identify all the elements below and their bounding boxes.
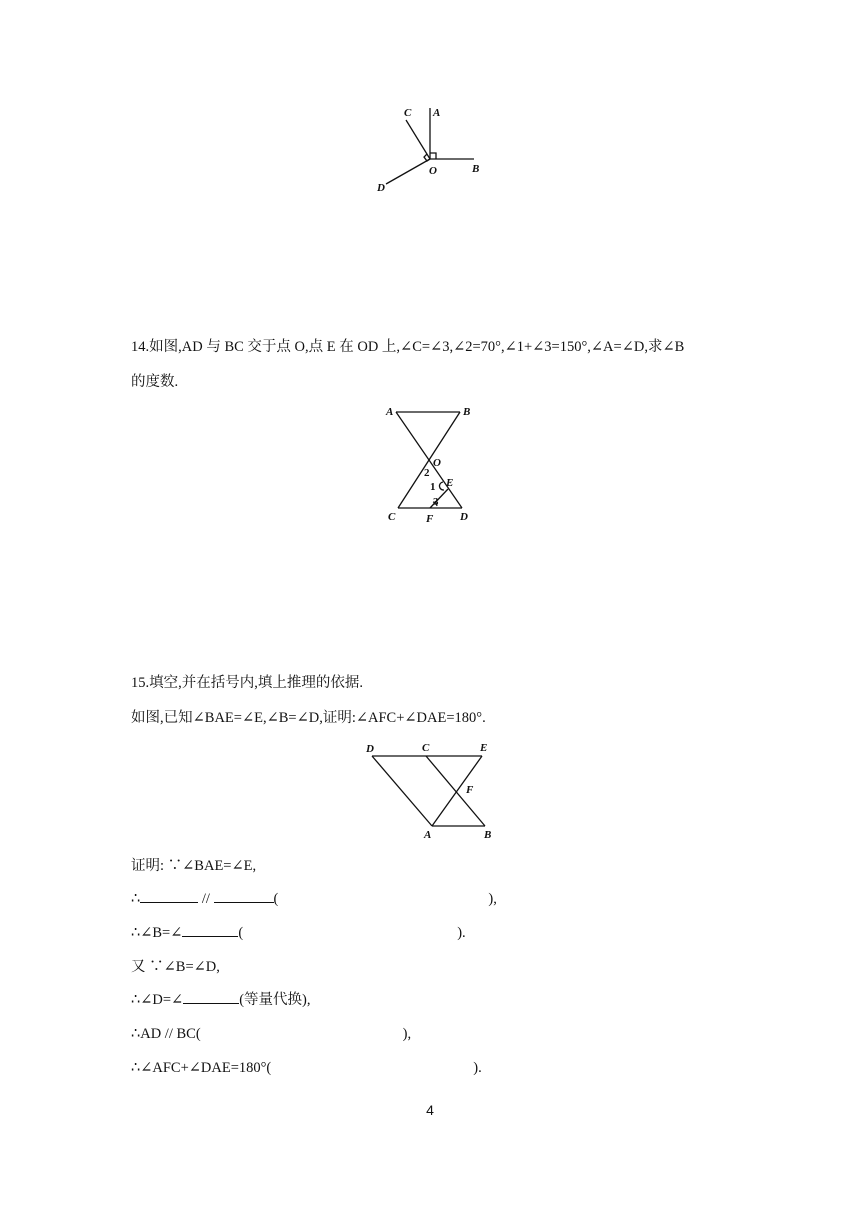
- label-F: F: [466, 784, 474, 796]
- label-O: O: [429, 165, 437, 177]
- proof-ad-parallel-bc: ∴AD // BC(: [131, 1026, 201, 1042]
- proof-line-3: [131, 923, 466, 943]
- figure-15-parallelogram: [360, 740, 510, 845]
- proof-angle-b: ∴∠B=∠: [131, 925, 183, 941]
- figure-14-triangles: [380, 402, 480, 527]
- parallel-symbol: //: [198, 891, 214, 907]
- proof-angle-d: ∴∠D=∠: [131, 992, 184, 1008]
- label-B: B: [472, 163, 480, 175]
- paren-close: ),: [402, 1026, 412, 1042]
- label-B: B: [463, 406, 471, 418]
- label-E: E: [480, 742, 488, 754]
- blank-angle-1[interactable]: [182, 923, 238, 937]
- proof-line-2: [131, 889, 497, 909]
- paren-open: (: [238, 925, 244, 941]
- blank-parallel-left[interactable]: [140, 889, 198, 903]
- q14-text-line1: 14.如图,AD 与 BC 交于点 O,点 E 在 OD 上,∠C=∠3,∠2=70°,∠1+∠3=150°,∠A=∠D,求∠B: [131, 339, 685, 355]
- proof-conclusion: ∴∠AFC+∠DAE=180°(: [131, 1060, 272, 1076]
- label-D: D: [377, 182, 385, 194]
- label-C: C: [422, 742, 430, 754]
- paren-close: ),: [488, 891, 497, 907]
- label-A: A: [433, 107, 441, 119]
- paren-close: ).: [473, 1060, 482, 1076]
- proof-line-1: 证明: ∵∠BAE=∠E,: [131, 858, 257, 874]
- proof-line-6: [131, 1024, 411, 1044]
- proof-line-5: [131, 990, 310, 1010]
- proof-line-4: 又 ∵∠B=∠D,: [131, 959, 220, 975]
- q14-text-line2: 的度数.: [131, 374, 179, 390]
- label-3: 3: [433, 496, 439, 508]
- label-1: 1: [430, 481, 436, 493]
- label-A: A: [424, 829, 432, 841]
- q15-text-line2: 如图,已知∠BAE=∠E,∠B=∠D,证明:∠AFC+∠DAE=180°.: [131, 710, 486, 726]
- proof-line-7: [131, 1058, 482, 1078]
- label-D: D: [366, 743, 374, 755]
- figure-13-angles: [370, 100, 500, 200]
- label-A: A: [386, 406, 394, 418]
- reason-substitution: (等量代换),: [239, 992, 311, 1008]
- label-F: F: [426, 513, 434, 525]
- label-E: E: [446, 477, 454, 489]
- proof-therefore: ∴: [131, 891, 141, 907]
- paren-close: ).: [457, 925, 466, 941]
- page-number: 4: [426, 1102, 434, 1118]
- paren-open: (: [273, 891, 279, 907]
- label-2: 2: [424, 467, 430, 479]
- label-D: D: [460, 511, 468, 523]
- label-O: O: [433, 457, 441, 469]
- label-B: B: [484, 829, 492, 841]
- blank-parallel-right[interactable]: [214, 889, 274, 903]
- q15-text-line1: 15.填空,并在括号内,填上推理的依据.: [131, 675, 363, 691]
- blank-angle-2[interactable]: [183, 990, 239, 1004]
- label-C: C: [404, 107, 412, 119]
- label-C: C: [388, 511, 396, 523]
